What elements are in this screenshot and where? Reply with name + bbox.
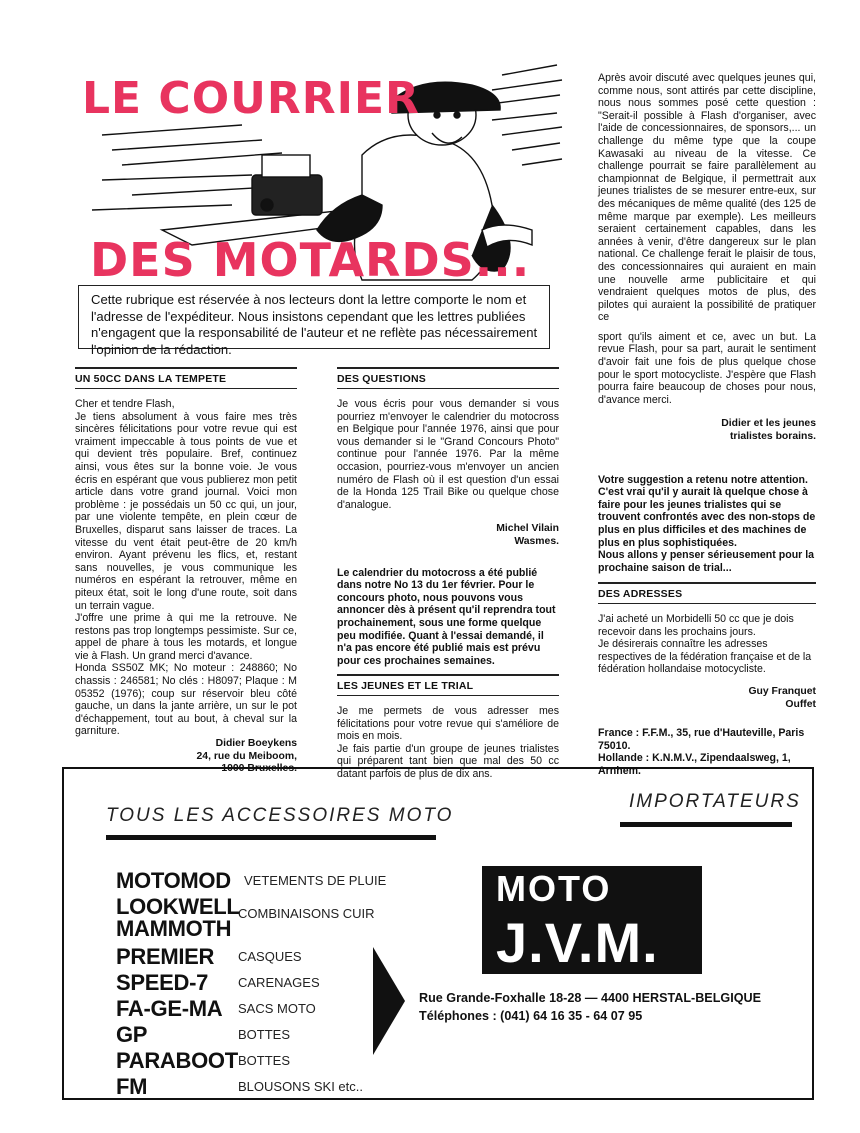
ad-left-title: TOUS LES ACCESSOIRES MOTO [106,805,454,826]
reply-france-text: F.F.M., 35, rue d'Hauteville, Paris 75010. [598,727,805,752]
letter-tempete-paragraph: Honda SS50Z MK; No moteur : 248860; No chassis : 246581; No clés : H8097; Plaque : M 05352 (1976); coup sur réservoir bleu côté gauche, un dans la jante arrière, un sur le pot d'échappement, tout au bout, à cheval sur la garniture. [75,662,297,738]
letter-trial [337,674,559,781]
brand-category: BOTTES [238,1053,291,1068]
letter-questions-reply: Le calendrier du motocross a été publié dans notre No 13 du 1er février. Pour le concours photo, nous pouvons vous annoncer dès à présent qu'il reprendra tout prochainement, sous une forme quelque peu modifiée. Quant à l'essai demandé, il n'a pas encore été publié mais est prévu pour ces prochaines semaines. [337,566,556,667]
brand-name: PREMIER [116,944,215,969]
letter-tempete-paragraph: J'offre une prime à qui me la retrouve. Ne restons pas trop longtemps pessimiste. Sur ce, appel de phare à tous les motards, et longue vie à Flash. Un grand merci d'avance. [75,612,297,662]
arrow-right-icon [369,947,409,1055]
brand-category: SACS MOTO [238,1001,316,1016]
signature-line: 24, rue du Meiboom, [196,750,297,762]
ad-left-bar [106,835,436,840]
signature-line: Guy Franquet [748,685,816,697]
letter-questions-heading: DES QUESTIONS [337,367,559,389]
signature-line: Michel Vilain [496,523,559,535]
ad-right-bar [620,822,792,827]
brand-category: COMBINAISONS CUIR [238,906,375,921]
brand-row [116,1073,416,1099]
letter-tempete-heading: UN 50CC DANS LA TEMPETE [75,367,297,389]
letter-trial-heading: LES JEUNES ET LE TRIAL [337,674,559,696]
brand-name: MOTOMOD [116,868,231,893]
brand-category: BOTTES [238,1027,291,1042]
letter-questions [337,367,559,667]
brand-category: CASQUES [238,949,302,964]
brand-category: BLOUSONS SKI etc.. [238,1079,363,1094]
letter-trial-continuation: Après avoir discuté avec quelques jeunes qui, comme nous, sont attirés par cette discipline, nous nous sommes posé cette question : "Serait-il possible à Flash d'organiser, avec l'aide de concessionnaires, de sponsors,... un challenge du même type que la coupe Kawasaki au niveau de la vitesse. Ce challenge pourrait se faire parallèlement au championnat de Belgique, il permettrait aux jeunes trialistes de se mesurer entre-eux, sur des mécaniques de même qualité (des 125 de même marque par exemple). Les meilleurs seraient certainement capables, dans les années à venir, d'être dangereux sur le plan national. Ce challenge ferait le plaisir de tous, des concessionnaires qui auraient en main une nouvelle arme publicitaire et qui vendraient quelques motos de plus, des pilotes qui auraient la possibilité de pratiquer ce [598,72,816,324]
logo-moto: MOTO [496,868,612,909]
header-title-line1: LE COURRIER [82,73,420,124]
brand-row [116,867,416,893]
letter-adresses-paragraph: J'ai acheté un Morbidelli 50 cc que je dois recevoir dans les prochains jours. [598,613,794,638]
reply-france [598,727,816,752]
reply-holland-label: Hollande : [598,752,650,765]
reply-france-label: France : [598,727,640,740]
logo-jvm: J.V.M. [496,911,659,974]
letter-tempete-body [75,398,297,738]
header-title-line2: DES MOTARDS... [90,233,531,285]
letter-adresses-paragraph: Je désirerais connaître les adresses respectives de la fédération française et de la fédération hollandaise motocycliste. [598,638,812,676]
reply-holland-text: K.N.M.V., Zipendaalsweg, 1, Arnhem. [598,752,791,777]
brand-name: LOOKWELL [116,894,240,919]
letter-questions-body: Je vous écris pour vous demander si vous pourriez m'envoyer le calendrier du motocross en Belgique pour l'année 1976, ainsi que pour vous demander si le "Grand Concours Photo" continue pour l'année 1976. Par la même occasion, pourriez-vous m'envoyer un ancien numéro de Flash où il est question d'un essai de la Honda 125 Trail Bike ou quelque chose d'analogue. [337,398,559,511]
brand-name: FM [116,1074,148,1099]
brand-category: VETEMENTS DE PLUIE [244,873,387,888]
intro-box: Cette rubrique est réservée à nos lecteurs dont la lettre comporte le nom et l'adresse de l'expéditeur. Nous insistons cependant que les lettres publiées n'engagent que la responsabilité de l'auteur et ne reflète pas nécessairement l'opinion de la rédaction. [78,285,550,349]
letter-adresses-body [598,613,816,676]
signature-line: Wasmes. [514,535,559,547]
letter-tempete-paragraph: Cher et tendre Flash, [75,398,175,410]
letter-trial-continued [598,72,816,574]
letter-questions-signature [337,523,559,548]
letter-tempete [75,367,297,776]
signature-line: Didier et les jeunes [721,418,816,430]
letter-trial-reply: Votre suggestion a retenu notre attention. C'est vrai qu'il y aurait là quelque chose à faire pour les jeunes trialistes qui se trouvent confrontés avec des non-stops de plus en plus difficiles et des machines de plus en plus sophistiquées. Nous allons y penser sérieusement pour la prochaine saison de trial... [598,473,816,574]
letter-adresses [598,582,816,778]
brand-name: MAMMOTH [116,916,232,941]
signature-line: trialistes borains. [729,431,816,443]
letter-trial-signature [598,418,816,443]
letter-adresses-signature [598,686,816,711]
letter-trial-continuation: sport qu'ils aiment et ce, avec un but. La revue Flash, pour sa part, aurait le sentiment d'avoir fait une fois de plus quelque chose pour le sport motocycliste. J'espère que Flash pourra faire beaucoup de choses pour nous, d'avance merci. [598,330,816,406]
brand-name: SPEED-7 [116,970,209,995]
header-illustration [62,55,567,285]
brand-name: FA-GE-MA [116,996,223,1021]
jvm-logo [482,866,702,974]
letter-trial-paragraph: Je me permets de vous adresser mes félicitations pour votre revue qui s'améliore de mois en mois. [337,705,559,743]
brand-category: CARENAGES [238,975,320,990]
letter-adresses-heading: DES ADRESSES [598,582,816,604]
signature-line: Didier Boeykens [215,738,297,750]
letter-tempete-paragraph: Je tiens absolument à vous faire mes très sincères félicitations pour votre revue qui est vraiment impeccable à tous points de vue et qui devient très populaire. Bref, continuez ainsi, vous êtes sur la bonne voie. Je vous écris en espérant que vous publierez mon petit article dans votre grand journal. Voici mon problème : je possédais un 50 cc qui, un jour, par une violente tempête, en plein cœur de Bruxelles, disparut sans laisser de traces. La vitesse du vent était peut-être de 20 km/h environ. Ayant prévenu les flics, et, restant sans nouvelles, je vous communique les numéros en espérant la retrouver, même en piteux état, soit le long d'une route, soit dans un terrain vague. [75,410,297,612]
letter-trial-paragraph: Je fais partie d'un groupe de jeunes trialistes qui préparent tant bien que mal des 50 cc datant parfois de plus de dix ans. [337,742,559,780]
ad-address: Rue Grande-Foxhalle 18-28 — 4400 HERSTAL-BELGIQUE [419,991,761,1005]
jvm-advertisement [62,767,814,1100]
signature-line: 1000 Bruxelles. [221,763,297,775]
signature-line: Ouffet [785,698,816,710]
ad-right-title: IMPORTATEURS [629,791,801,812]
brand-name: GP [116,1022,148,1047]
brand-name: PARABOOT [116,1048,238,1073]
ad-phone: Téléphones : (041) 64 16 35 - 64 07 95 [419,1009,643,1023]
